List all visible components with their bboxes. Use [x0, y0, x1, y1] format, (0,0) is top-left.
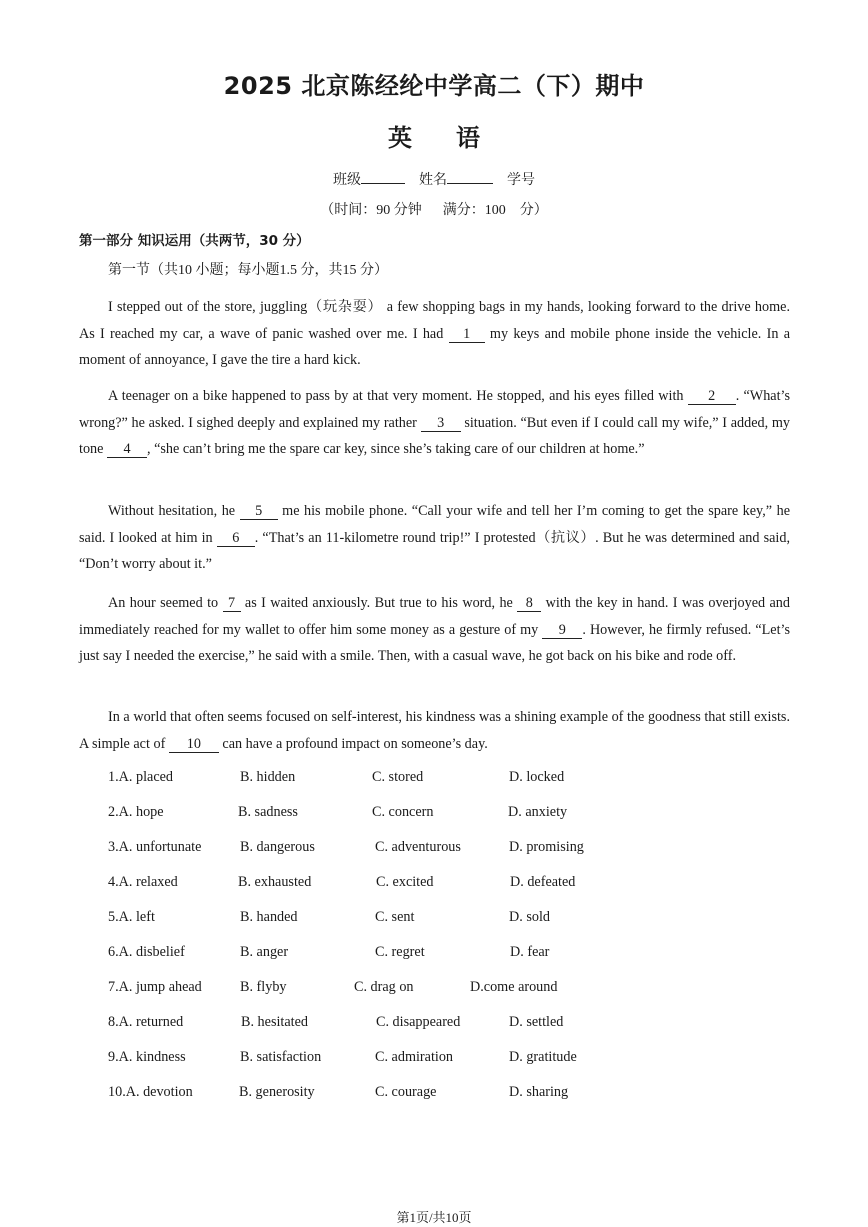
option-c: C. courage: [375, 1084, 437, 1100]
option-c: C. drag on: [354, 979, 414, 995]
option-b: B. hesitated: [241, 1014, 308, 1030]
option-c: C. concern: [372, 804, 434, 820]
name-blank: [447, 169, 493, 184]
option-b: B. hidden: [240, 769, 296, 785]
option-a: 6.A. disbelief: [108, 944, 185, 960]
passage-paragraph-3: Without hesitation, he 5 me his mobile phone. “Call your wife and tell her I’m coming to get the spare key,” he said. I looked at him in 6 . “That’s an 11-kilometre round trip!” I protested（抗议）. But he was determined and said, “Don’t worry about it.”: [79, 503, 790, 573]
option-a: 8.A. returned: [108, 1014, 184, 1030]
blank-6: 6: [217, 530, 255, 547]
option-d: D. promising: [509, 839, 584, 855]
option-c: C. adventurous: [375, 839, 461, 855]
class-label: 班级: [333, 173, 361, 188]
id-label: 学号: [507, 173, 535, 188]
passage-paragraph-2: A teenager on a bike happened to pass by at that very moment. He stopped, and his eyes filled with 2 . “What’s wrong?” he asked. I sighed deeply and explained my rather 3 situation. “But even if I could call my wife,” I added, my tone 4 , “she can’t bring me the spare car key, since she’s taking care of our children at home.”: [79, 388, 790, 458]
blank-3: 3: [421, 415, 461, 432]
option-b: B. exhausted: [238, 874, 312, 890]
blank-10: 10: [169, 736, 219, 753]
option-b: B. sadness: [238, 804, 298, 820]
option-d: D. sold: [509, 909, 550, 925]
option-c: C. excited: [376, 874, 434, 890]
option-d: D.come around: [470, 979, 558, 995]
option-c: C. stored: [372, 769, 424, 785]
blank-5: 5: [240, 503, 278, 520]
option-d: D. anxiety: [508, 804, 568, 820]
section-heading: 第一节（共10 小题；每小题1.5 分，共15 分）: [108, 263, 388, 278]
option-c: C. sent: [375, 909, 415, 925]
option-d: D. sharing: [509, 1084, 569, 1100]
passage-paragraph-1: I stepped out of the store, juggling（玩杂耍） a few shopping bags in my hands, looking forward to the drive home. As I reached my car, a wave of panic washed over me. I had 1 my keys and mobile phone inside the vehicle. In a moment of annoyance, I gave the tire a hard kick.: [79, 299, 791, 369]
option-a: 9.A. kindness: [108, 1049, 186, 1065]
blank-1: 1: [449, 326, 485, 343]
class-blank: [361, 169, 405, 184]
option-a: 1.A. placed: [108, 769, 174, 785]
passage-paragraph-5: In a world that often seems focused on self-interest, his kindness was a shining example of the goodness that still exists. A simple act of 10 can have a profound impact on someone’s day.: [79, 709, 790, 752]
page-number: 第1页/共10页: [396, 1210, 472, 1225]
option-b: B. satisfaction: [240, 1049, 322, 1065]
option-a: 10.A. devotion: [108, 1084, 193, 1100]
option-b: B. dangerous: [240, 839, 315, 855]
option-c: C. disappeared: [376, 1014, 461, 1030]
option-a: 4.A. relaxed: [108, 874, 178, 890]
option-b: B. anger: [240, 944, 289, 960]
option-d: D. settled: [509, 1014, 564, 1030]
option-d: D. gratitude: [509, 1049, 577, 1065]
option-d: D. locked: [509, 769, 565, 785]
student-info-line: [0, 169, 868, 189]
option-b: B. handed: [240, 909, 298, 925]
blank-7: 7: [223, 595, 241, 612]
option-a: 2.A. hope: [108, 804, 164, 820]
part-heading: 第一部分 知识运用（共两节，30 分）: [79, 233, 310, 249]
option-a: 3.A. unfortunate: [108, 839, 202, 855]
exam-title: 2025 北京陈经纶中学高二（下）期中: [223, 72, 645, 100]
name-label: 姓名: [419, 173, 447, 188]
option-b: B. flyby: [240, 979, 287, 995]
blank-2: 2: [688, 388, 736, 405]
blank-8: 8: [517, 595, 541, 612]
option-b: B. generosity: [239, 1084, 315, 1100]
option-d: D. defeated: [510, 874, 576, 890]
option-c: C. admiration: [375, 1049, 454, 1065]
subject-title: 英语: [388, 124, 524, 152]
time-score-info: （时间：90 分钟 满分：100 分）: [320, 203, 548, 218]
blank-4: 4: [107, 441, 147, 458]
option-a: 5.A. left: [108, 909, 155, 925]
passage-paragraph-4: An hour seemed to 7 as I waited anxiously. But true to his word, he 8 with the key in hand. I was overjoyed and immediately reached for my wallet to offer him some money as a gesture of my 9 . However, he firmly refused. “Let’s just say I needed the exercise,” he said with a smile. Then, with a casual wave, he got back on his bike and rode off.: [79, 595, 790, 665]
option-d: D. fear: [510, 944, 550, 960]
option-a: 7.A. jump ahead: [108, 979, 202, 995]
blank-9: 9: [542, 622, 582, 639]
option-c: C. regret: [375, 944, 425, 960]
